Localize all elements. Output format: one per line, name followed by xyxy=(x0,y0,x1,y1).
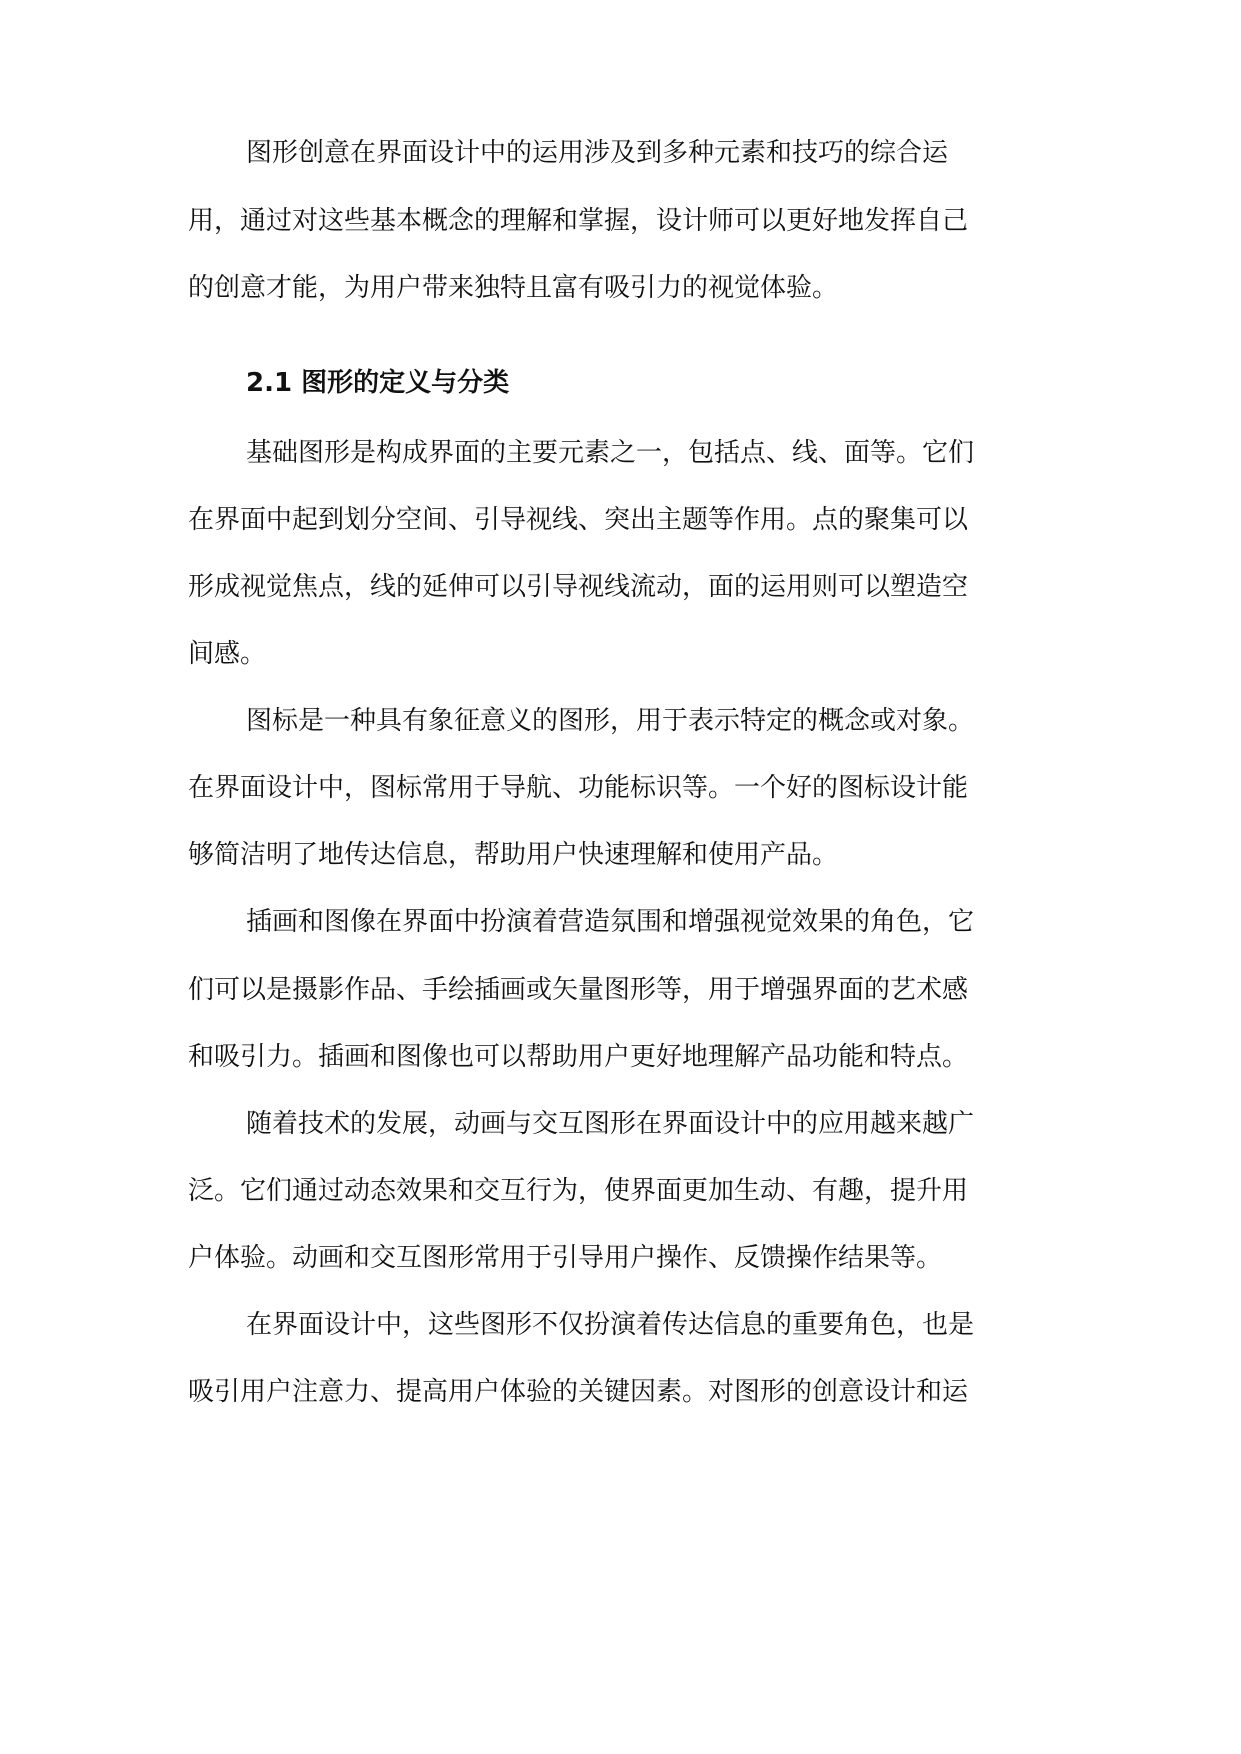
section-heading: 2.1 图形的定义与分类 xyxy=(246,368,510,398)
paragraph-conclusion-line-1: 在界面设计中，这些图形不仅扮演着传达信息的重要角色，也是 xyxy=(246,1310,975,1340)
paragraph-illustrations-line-1: 插画和图像在界面中扮演着营造氛围和增强视觉效果的角色，它 xyxy=(246,907,975,937)
paragraph-animation-line-2: 泛。它们通过动态效果和交互行为，使界面更加生动、有趣，提升用 xyxy=(188,1176,969,1206)
paragraph-icons-line-3: 够简洁明了地传达信息，帮助用户快速理解和使用产品。 xyxy=(188,840,839,870)
paragraph-intro-line-2: 用，通过对这些基本概念的理解和掌握，设计师可以更好地发挥自己 xyxy=(188,206,969,236)
paragraph-basic-shapes-line-3: 形成视觉焦点，线的延伸可以引导视线流动，面的运用则可以塑造空 xyxy=(188,572,969,602)
paragraph-icons-line-2: 在界面设计中，图标常用于导航、功能标识等。一个好的图标设计能 xyxy=(188,773,969,803)
paragraph-intro-line-3: 的创意才能，为用户带来独特且富有吸引力的视觉体验。 xyxy=(188,273,839,303)
paragraph-intro-line-1: 图形创意在界面设计中的运用涉及到多种元素和技巧的综合运 xyxy=(246,138,949,168)
paragraph-animation-line-3: 户体验。动画和交互图形常用于引导用户操作、反馈操作结果等。 xyxy=(188,1243,943,1273)
paragraph-icons-line-1: 图标是一种具有象征意义的图形，用于表示特定的概念或对象。 xyxy=(246,706,975,736)
paragraph-illustrations-line-2: 们可以是摄影作品、手绘插画或矢量图形等，用于增强界面的艺术感 xyxy=(188,975,969,1005)
paragraph-basic-shapes-line-4: 间感。 xyxy=(188,639,267,669)
paragraph-conclusion-line-2: 吸引用户注意力、提高用户体验的关键因素。对图形的创意设计和运 xyxy=(188,1377,969,1407)
paragraph-animation-line-1: 随着技术的发展，动画与交互图形在界面设计中的应用越来越广 xyxy=(246,1109,975,1139)
paragraph-basic-shapes-line-2: 在界面中起到划分空间、引导视线、突出主题等作用。点的聚集可以 xyxy=(188,505,969,535)
paragraph-basic-shapes-line-1: 基础图形是构成界面的主要元素之一，包括点、线、面等。它们 xyxy=(246,438,975,468)
paragraph-illustrations-line-3: 和吸引力。插画和图像也可以帮助用户更好地理解产品功能和特点。 xyxy=(188,1042,969,1072)
